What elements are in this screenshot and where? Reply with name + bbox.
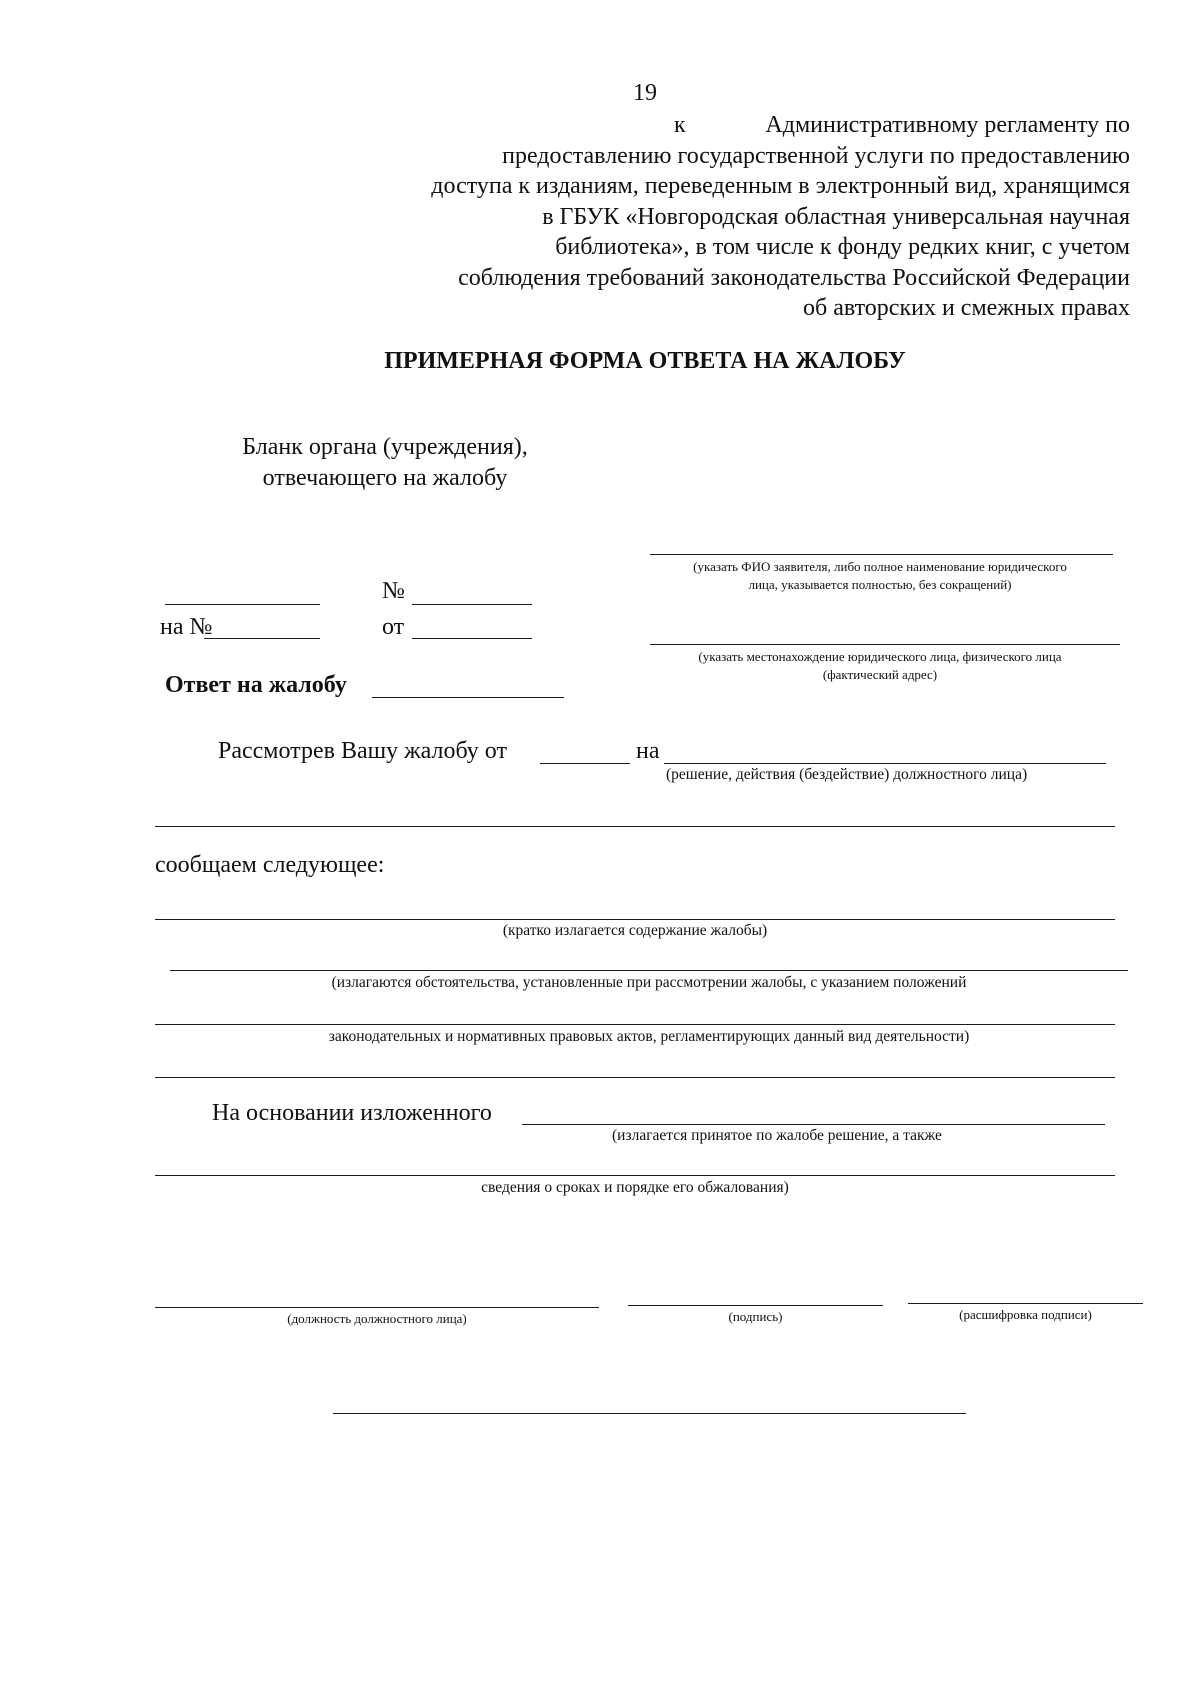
position-caption: (должность должностного лица) [287, 1311, 467, 1326]
summary-line [155, 919, 1115, 920]
recipient-address-caption-2: (фактический адрес) [822, 667, 938, 682]
continuation-line [155, 826, 1115, 827]
closing-separator [333, 1413, 966, 1414]
recipient-address-caption-1: (указать местонахождение юридического лица, физического лица [698, 649, 1062, 664]
page-number: 19 [633, 80, 657, 106]
letterhead-line-2: отвечающего на жалобу [262, 465, 508, 491]
form-title: ПРИМЕРНАЯ ФОРМА ОТВЕТА НА ЖАЛОБУ [384, 348, 906, 374]
from-label: от [382, 614, 405, 640]
appendix-header [431, 110, 1130, 324]
response-subject-line [372, 697, 564, 698]
number-label: № [382, 578, 405, 604]
header-line-3: доступа к изданиям, переведенным в электронный вид, хранящимся [431, 173, 1130, 199]
decoding-caption: (расшифровка подписи) [959, 1307, 1092, 1322]
circumstances-line-3 [155, 1077, 1115, 1078]
recipient-address-line [650, 644, 1120, 645]
circumstances-line-2 [155, 1024, 1115, 1025]
decision-taken-caption-2: сведения о сроках и порядке его обжалования) [481, 1179, 789, 1196]
signature-caption: (подпись) [728, 1309, 783, 1324]
header-prefix: к [674, 112, 686, 138]
summary-caption: (кратко излагается содержание жалобы) [502, 922, 768, 939]
considered-text: Рассмотрев Вашу жалобу от [218, 738, 507, 764]
recipient-name-caption-2: лица, указывается полностью, без сокращений) [748, 577, 1012, 592]
outgoing-date-line [165, 604, 320, 605]
decoding-line [908, 1303, 1143, 1304]
header-line-7: об авторских и смежных правах [803, 295, 1130, 321]
appeal-info-line [155, 1175, 1115, 1176]
recipient-name-line [650, 554, 1113, 555]
response-label: Ответ на жалобу [165, 672, 347, 698]
letterhead-line-1: Бланк органа (учреждения), [242, 434, 528, 460]
header-line-6: соблюдения требований законодательства Российской Федерации [458, 264, 1130, 291]
reference-number-line [204, 638, 320, 639]
header-line-1: Административному регламенту по [765, 112, 1130, 138]
circumstances-caption-1: (излагаются обстоятельства, установленные при рассмотрении жалобы, с указанием положений [331, 974, 967, 991]
letterhead-placeholder [235, 432, 535, 494]
header-line-5: библиотека», в том числе к фонду редких книг, с учетом [555, 234, 1130, 260]
circumstances-line-1 [170, 970, 1128, 971]
recipient-address-caption [640, 648, 1120, 684]
basis-text: На основании изложенного [212, 1100, 492, 1126]
recipient-name-caption [640, 558, 1120, 594]
from-date-line [412, 638, 532, 639]
outgoing-number-line [412, 604, 532, 605]
report-text: сообщаем следующее: [155, 852, 385, 878]
on-label: на [636, 738, 660, 764]
position-line [155, 1307, 599, 1308]
header-line-4: в ГБУК «Новгородская областная универсальная научная [542, 203, 1130, 230]
header-line-2: предоставлению государственной услуги по предоставлению [502, 142, 1130, 169]
decision-taken-caption-1: (излагается принятое по жалобе решение, а также [612, 1127, 942, 1144]
decision-line [664, 763, 1106, 764]
complaint-date-line [540, 763, 630, 764]
reference-number-label: на № [160, 614, 213, 640]
circumstances-caption-2: законодательных и нормативных правовых актов, регламентирующих данный вид деятельности) [328, 1028, 970, 1045]
basis-decision-line [522, 1124, 1105, 1125]
signature-line [628, 1305, 883, 1306]
recipient-name-caption-1: (указать ФИО заявителя, либо полное наименование юридического [693, 559, 1067, 574]
decision-caption: (решение, действия (бездействие) должностного лица) [666, 766, 1028, 783]
